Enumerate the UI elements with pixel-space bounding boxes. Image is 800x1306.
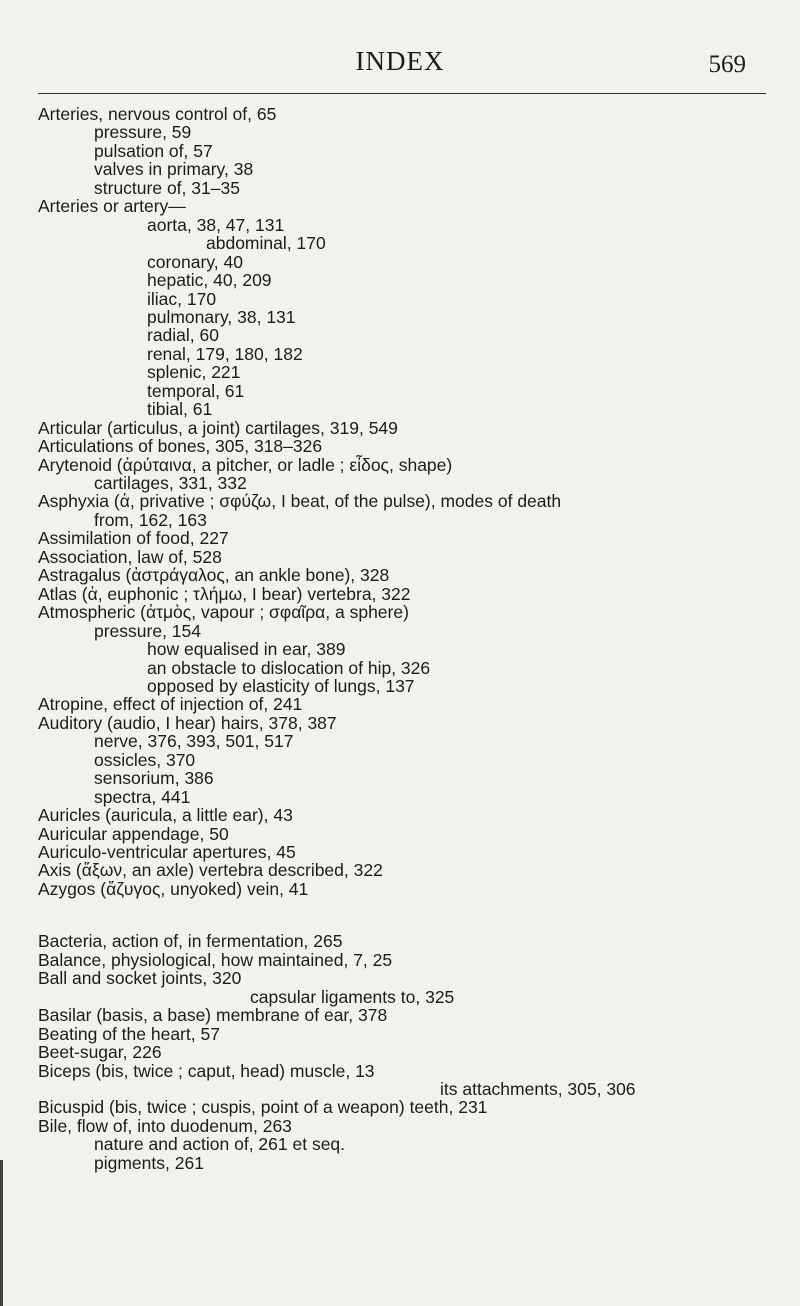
index-entry: spectra, 441 [94,786,191,807]
index-entry: sensorium, 386 [94,768,214,789]
index-entry: Bacteria, action of, in fermentation, 265 [38,931,343,952]
index-entry: Auriculo-ventricular apertures, 45 [38,842,296,862]
index-entry: Asphyxia (ἀ, privative ; σφύζω, I beat, of the pulse), modes of death [38,491,562,512]
index-entry: Association, law of, 528 [38,546,222,567]
index-entry: Auditory (audio, I hear) hairs, 378, 387 [38,712,337,733]
index-entry: Auricular appendage, 50 [38,823,229,844]
index-entry: Atlas (ἀ, euphonic ; τλήμω, I bear) vertebra, 322 [38,583,411,604]
page-edge-shadow [0,1160,3,1306]
index-entry: Basilar (basis, a base) membrane of ear, 378 [38,1005,388,1026]
index-entry: Biceps (bis, twice ; caput, head) muscle, 13 [38,1060,375,1081]
index-entry: iliac, 170 [147,288,217,309]
index-entry: Bicuspid (bis, twice ; cuspis, point of a weapon) teeth, 231 [38,1097,488,1118]
index-entry: pressure, 154 [94,620,202,641]
index-entry: Bile, flow of, into duodenum, 263 [38,1115,292,1136]
index-entry: an obstacle to dislocation of hip, 326 [147,657,431,678]
index-entry: Balance, physiological, how maintained, 7, 25 [38,949,393,970]
index-entry: Atmospheric (ἀτμὸς, vapour ; σφαῖρα, a sphere) [38,602,409,623]
index-entry: valves in primary, 38 [94,159,254,180]
index-entry: structure of, 31–35 [94,177,240,198]
index-entry: its attachments, 305, 306 [440,1078,636,1099]
index-entry: renal, 179, 180, 182 [147,343,303,364]
index-entry: nerve, 376, 393, 501, 517 [94,731,294,752]
header-rule [38,93,766,94]
index-entry: how equalised in ear, 389 [147,639,346,660]
index-entry: pressure, 59 [94,122,192,143]
index-entry: capsular ligaments to, 325 [250,986,455,1007]
index-entry: aorta, 38, 47, 131 [147,214,285,235]
index-entry: pulmonary, 38, 131 [147,306,296,327]
index-entry: Articular (articulus, a joint) cartilages, 319, 549 [38,417,398,438]
index-entry: pigments, 261 [94,1152,204,1173]
index-entry: Arteries or artery— [38,196,186,217]
index-entry: Arteries, nervous control of, 65 [38,104,277,124]
index-entry: Beating of the heart, 57 [38,1023,220,1044]
index-entry: Axis (ἄξων, an axle) vertebra described, 322 [38,860,383,881]
page-number: 569 [708,51,746,78]
index-entry: tibial, 61 [147,399,213,420]
index-entry: temporal, 61 [147,380,245,401]
index-entry: opposed by elasticity of lungs, 137 [147,675,415,696]
index-entry: Astragalus (ἀστράγαλος, an ankle bone), 328 [38,565,390,586]
index-entry: abdominal, 170 [206,233,326,254]
page-header [0,44,800,84]
index-entry: nature and action of, 261 et seq. [94,1134,346,1155]
index-entry: Azygos (ἄζυγος, unyoked) vein, 41 [38,878,309,899]
index-entry: splenic, 221 [147,362,241,383]
index-entry: pulsation of, 57 [94,140,213,161]
index-entry: ossicles, 370 [94,749,196,770]
index-entry: from, 162, 163 [94,509,207,530]
index-entry: hepatic, 40, 209 [147,270,272,291]
index-entry: Auricles (auricula, a little ear), 43 [38,805,293,826]
index-entry: Beet-sugar, 226 [38,1042,162,1063]
index-entry: cartilages, 331, 332 [94,473,247,493]
page-title: INDEX [355,46,445,76]
index-entry: Ball and socket joints, 320 [38,968,242,989]
index-entry: Assimilation of food, 227 [38,528,229,549]
index-entry: radial, 60 [147,325,219,346]
index-entry: Atropine, effect of injection of, 241 [38,694,303,715]
index-entry: Arytenoid (ἀρύταινα, a pitcher, or ladle ; εἶδος, shape) [38,454,453,475]
index-entry: Articulations of bones, 305, 318–326 [38,436,323,457]
index-entry: coronary, 40 [147,251,243,272]
